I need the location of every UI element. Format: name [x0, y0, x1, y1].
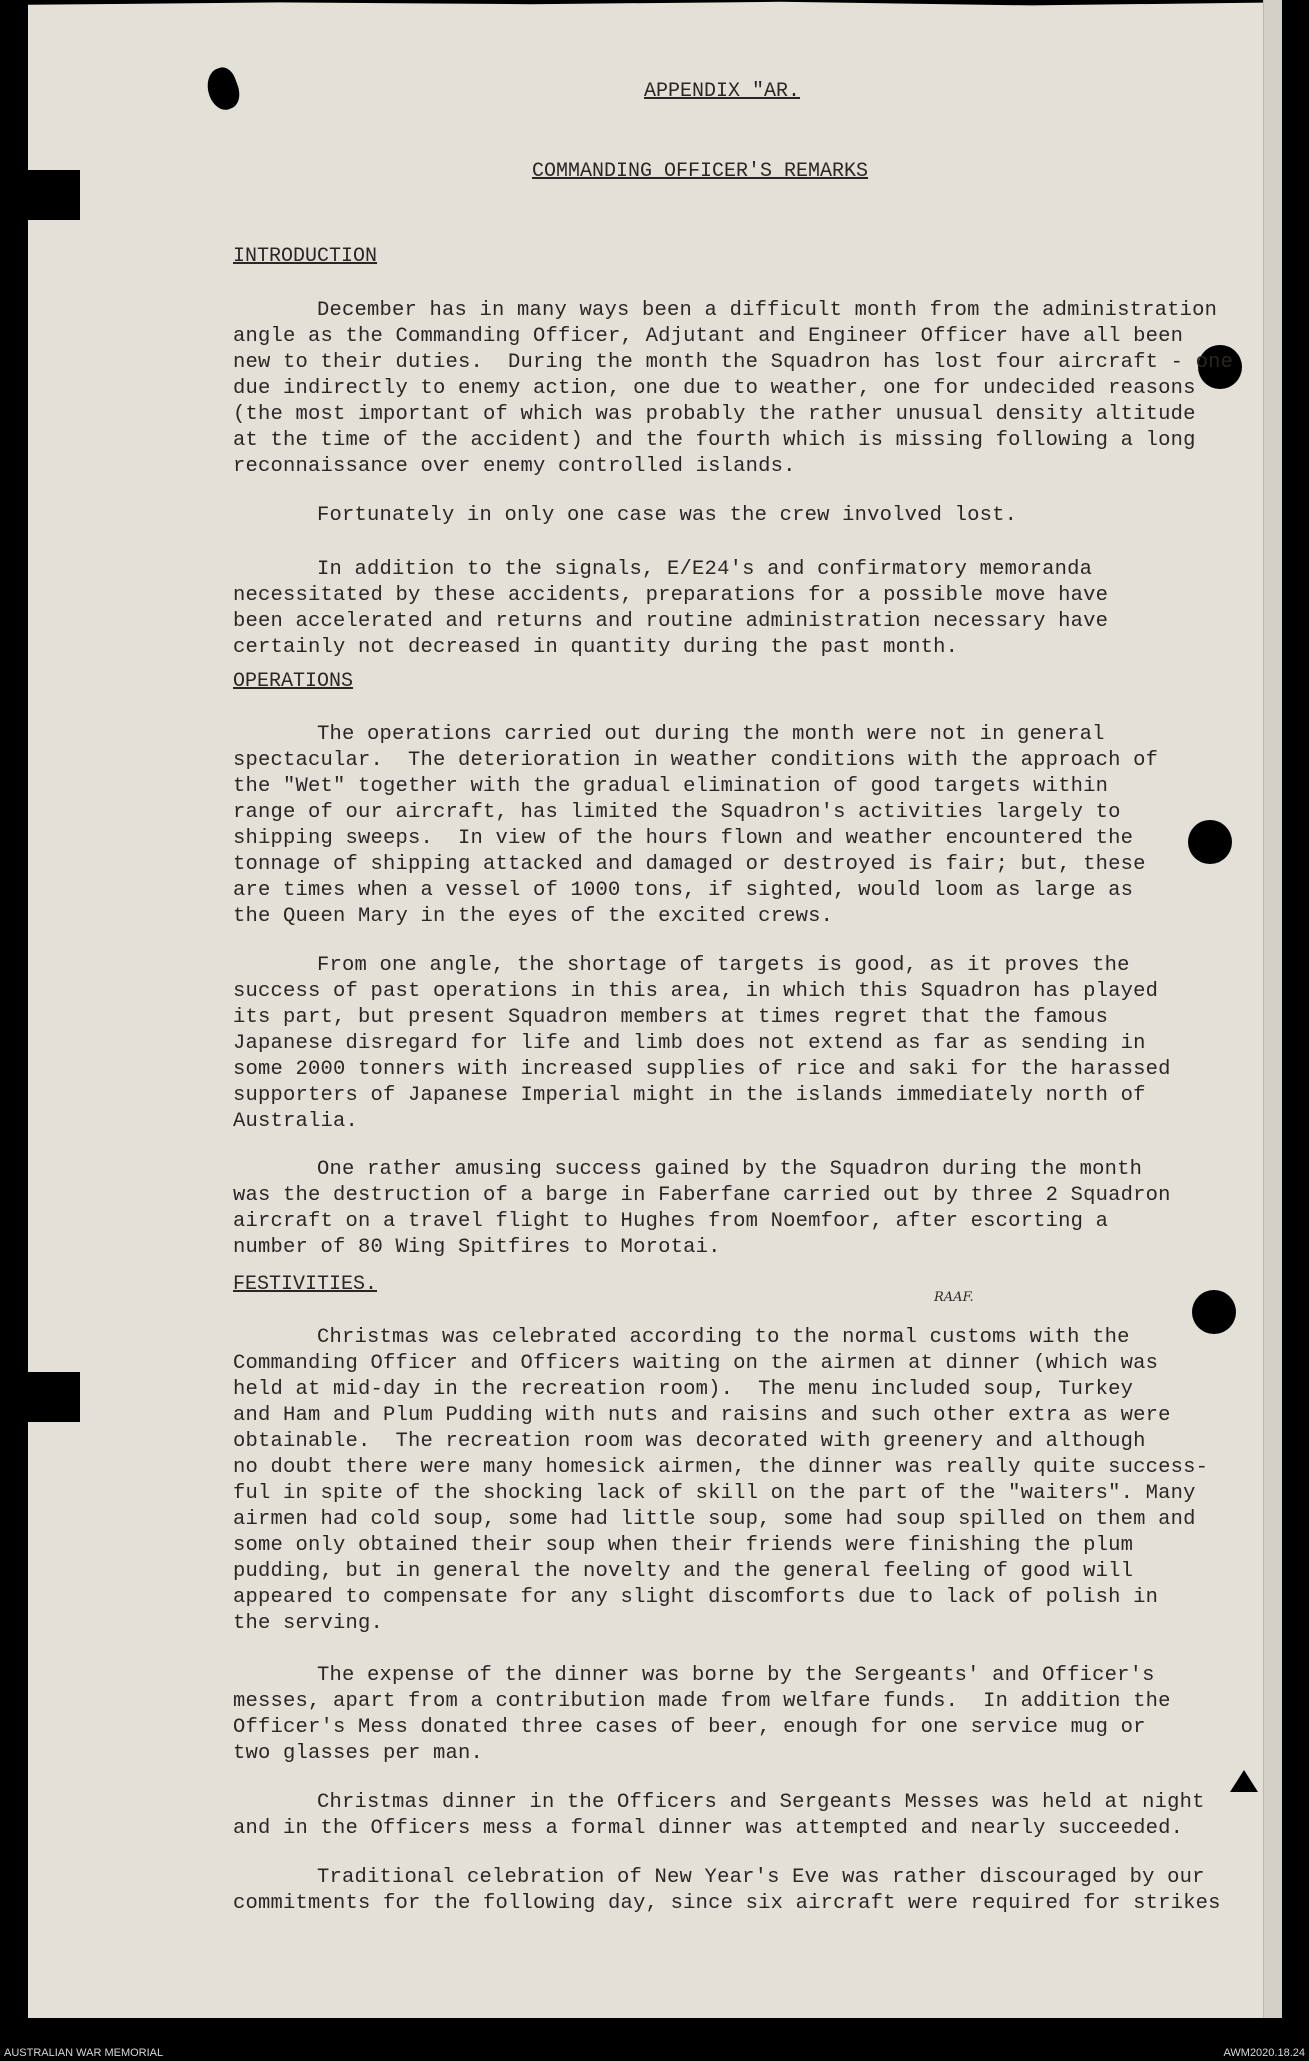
- text-line: due indirectly to enemy action, one due to weather, one for undecided reasons: [233, 377, 1196, 400]
- text-line: messes, apart from a contribution made from welfare funds. In addition the: [233, 1690, 1171, 1713]
- text-line: supporters of Japanese Imperial might in the islands immediately north of: [233, 1084, 1146, 1107]
- text-line: the serving.: [233, 1612, 384, 1635]
- text-line: success of past operations in this area, in which this Squadron has played: [233, 980, 1159, 1003]
- text-line: appeared to compensate for any slight discomforts due to lack of polish in: [233, 1586, 1159, 1609]
- text-line: are times when a vessel of 1000 tons, if sighted, would loom as large as: [233, 879, 1134, 902]
- binder-clip-bottom: [28, 1372, 80, 1422]
- document-page: [28, 0, 1282, 2018]
- text-line: number of 80 Wing Spitfires to Morotai.: [233, 1236, 721, 1259]
- page-fold: [1263, 0, 1282, 2018]
- punch-hole-top-left: [202, 64, 245, 114]
- text-line: two glasses per man.: [233, 1742, 484, 1765]
- text-line: Officer's Mess donated three cases of beer, enough for one service mug or: [233, 1716, 1146, 1739]
- text-line: angle as the Commanding Officer, Adjutant and Engineer Officer have all been: [233, 325, 1184, 348]
- archive-footer: [0, 2046, 1309, 2061]
- text-line: and in the Officers mess a formal dinner was attempted and nearly succeeded.: [233, 1817, 1184, 1840]
- text-line: been accelerated and returns and routine administration necessary have: [233, 610, 1109, 633]
- text-line: pudding, but in general the novelty and the general feeling of good will: [233, 1560, 1134, 1583]
- punch-hole-2: [1188, 820, 1232, 864]
- text-line: In addition to the signals, E/E24's and confirmatory memoranda: [317, 558, 1093, 581]
- text-line: Christmas was celebrated according to the normal customs with the: [317, 1326, 1130, 1349]
- text-line: ful in spite of the shocking lack of skill on the part of the "waiters". Many: [233, 1482, 1196, 1505]
- text-line: December has in many ways been a difficult month from the administration: [317, 299, 1218, 322]
- text-line: tonnage of shipping attacked and damaged or destroyed is fair; but, these: [233, 853, 1146, 876]
- document-title: COMMANDING OFFICER'S REMARKS: [532, 160, 869, 183]
- text-line: held at mid-day in the recreation room). The menu included soup, Turkey: [233, 1378, 1134, 1401]
- binder-clip-top: [28, 170, 80, 220]
- section-heading-introduction: INTRODUCTION: [233, 245, 378, 268]
- text-line: The operations carried out during the month were not in general: [317, 723, 1105, 746]
- text-line: and Ham and Plum Pudding with nuts and raisins and such other extra as were: [233, 1404, 1171, 1427]
- text-line: Traditional celebration of New Year's Eve was rather discouraged by our: [317, 1866, 1205, 1889]
- section-heading-festivities: FESTIVITIES.: [233, 1273, 378, 1296]
- text-line: Australia.: [233, 1110, 359, 1133]
- text-line: commitments for the following day, since six aircraft were required for strikes: [233, 1892, 1221, 1915]
- footer-source: AUSTRALIAN WAR MEMORIAL: [4, 2047, 164, 2059]
- text-line: some 2000 tonners with increased supplies of rice and saki for the harassed: [233, 1058, 1171, 1081]
- text-line: obtainable. The recreation room was decorated with greenery and although: [233, 1430, 1146, 1453]
- text-line: One rather amusing success gained by the Squadron during the month: [317, 1158, 1143, 1181]
- text-line: new to their duties. During the month the Squadron has lost four aircraft - one: [233, 351, 1234, 374]
- text-line: Commanding Officer and Officers waiting on the airmen at dinner (which was: [233, 1352, 1159, 1375]
- text-line: shipping sweeps. In view of the hours flown and weather encountered the: [233, 827, 1134, 850]
- text-line: no doubt there were many homesick airmen, the dinner was really quite success-: [233, 1456, 1209, 1479]
- text-line: reconnaissance over enemy controlled islands.: [233, 455, 796, 478]
- text-line: From one angle, the shortage of targets is good, as it proves the: [317, 954, 1130, 977]
- text-line: at the time of the accident) and the fourth which is missing following a long: [233, 429, 1196, 452]
- text-line: certainly not decreased in quantity during the past month.: [233, 636, 959, 659]
- tear-mark: [1230, 1770, 1258, 1792]
- footer-reference: AWM2020.18.24: [1223, 2047, 1305, 2059]
- text-line: the Queen Mary in the eyes of the excited crews.: [233, 905, 834, 928]
- text-line: Christmas dinner in the Officers and Sergeants Messes was held at night: [317, 1791, 1205, 1814]
- handwritten-annotation: RAAF.: [934, 1290, 974, 1305]
- text-line: Fortunately in only one case was the crew involved lost.: [317, 504, 1018, 527]
- text-line: Japanese disregard for life and limb does not extend as far as sending in: [233, 1032, 1146, 1055]
- text-line: aircraft on a travel flight to Hughes from Noemfoor, after escorting a: [233, 1210, 1109, 1233]
- text-line: airmen had cold soup, some had little soup, some had soup spilled on them and: [233, 1508, 1196, 1531]
- text-line: was the destruction of a barge in Faberfane carried out by three 2 Squadron: [233, 1184, 1171, 1207]
- text-line: the "Wet" together with the gradual elimination of good targets within: [233, 775, 1109, 798]
- punch-hole-3: [1192, 1290, 1236, 1334]
- text-line: (the most important of which was probably the rather unusual density altitude: [233, 403, 1196, 426]
- text-line: spectacular. The deterioration in weather conditions with the approach of: [233, 749, 1159, 772]
- text-line: its part, but present Squadron members at times regret that the famous: [233, 1006, 1109, 1029]
- text-line: range of our aircraft, has limited the Squadron's activities largely to: [233, 801, 1121, 824]
- appendix-label: APPENDIX "AR.: [644, 80, 801, 103]
- text-line: The expense of the dinner was borne by the Sergeants' and Officer's: [317, 1664, 1155, 1687]
- text-line: necessitated by these accidents, preparations for a possible move have: [233, 584, 1109, 607]
- text-line: some only obtained their soup when their friends were finishing the plum: [233, 1534, 1134, 1557]
- torn-edge: [28, 0, 1282, 6]
- section-heading-operations: OPERATIONS: [233, 670, 354, 693]
